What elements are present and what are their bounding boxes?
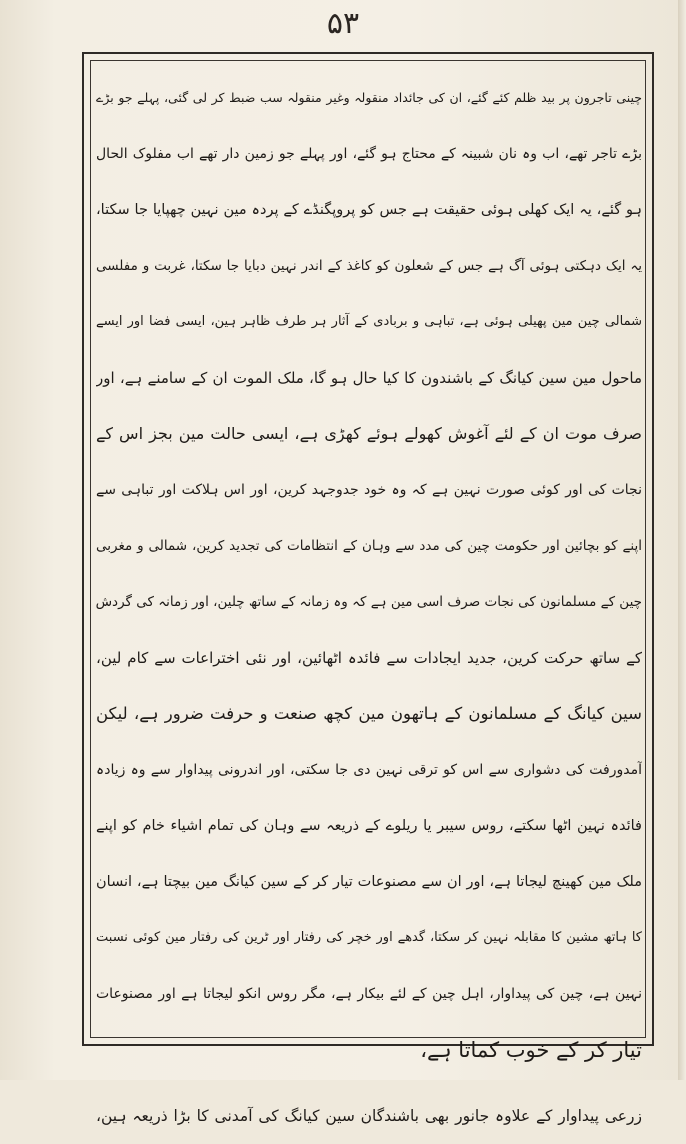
final-paragraph-line: زرعی پیداوار کے علاوہ جانور بھی باشندگان سین کیانگ کی آمدنی کا بڑا ذریعہ ہین، [96, 1107, 642, 1125]
text-line-2: بڑے تاجر تھے، اب وہ نان شبینہ کے محتاج ہو گئے، اور پہلے جو زمین دار تھے اب مفلوک الحال [96, 146, 642, 162]
text-line-13: آمدورفت کی دشواری سے اس کو ترقی نہین دی جا سکتی، اور اندرونی پیداوار سے وہ زیادہ [96, 762, 642, 778]
text-line-3: ہو گئے، یہ ایک کھلی ہوئی حقیقت ہے جس کو پروپگنڈے کے پردہ مین نہین چھپایا جا سکتا، [96, 202, 642, 218]
text-line-8: نجات کی اور کوئی صورت نہین ہے کہ وہ خود جدوجہد کرین، اور اس ہلاکت اور تباہی سے [96, 482, 642, 498]
text-line-14: فائدہ نہین اٹھا سکتے، روس سیبر یا ریلوے کے ذریعہ سے وہان کی تمام اشیاء خام کو اپنے [96, 818, 642, 834]
text-line-17: نہین ہے، چین کی پیداوار، اہل چین کے لئے بیکار ہے، مگر روس انکو لیجاتا ہے اور مصنوعات [96, 986, 642, 1002]
text-line-9: اپنے کو بچائین اور حکومت چین کی مدد سے وہان کے انتظامات کی تجدید کرین، شمالی و مغربی [96, 538, 642, 554]
text-line-6: ماحول مین سین کیانگ کے باشندون کا کیا حال ہو گا، ملک الموت ان کے سامنے ہے، اور [96, 369, 642, 387]
text-line-5: شمالی چین مین پھیلی ہوئی ہے، تباہی و بربادی کے آثار ہر طرف ظاہر ہین، ایسی فضا اور ایسے [96, 314, 642, 329]
text-line-10: چین کے مسلمانون کی نجات صرف اسی مین ہے کہ وہ زمانہ کے ساتھ چلین، اور زمانہ کی گردش [96, 594, 642, 610]
text-line-11: کے ساتھ حرکت کرین، جدید ایجادات سے فائدہ اٹھائین، اور نئی اختراعات سے کام لین، [96, 649, 642, 667]
text-line-12: سین کیانگ کے مسلمانون کے ہاتھون مین کچھ صنعت و حرفت ضرور ہے، لیکن [96, 704, 642, 723]
text-line-1: چینی تاجرون پر بید ظلم کئے گئے، ان کی جائداد منقولہ وغیر منقولہ سب ضبط کر لی گئی، پہلے جو بڑے [96, 90, 642, 105]
text-line-4: یہ ایک دہکتی ہوئی آگ ہے جس کے شعلون کو کاغذ کے اندر نہین دبایا جا سکتا، غربت و مفلسی [96, 258, 642, 274]
text-line-16: کا ہاتھ مشین کا مقابلہ نہین کر سکتا، گدھے اور خچر کی رفتار اور ٹرین کی رفتار مین کوئی نسبت [96, 930, 642, 945]
page-number: ۵۳ [326, 6, 360, 41]
text-line-18: تیار کر کے خوب کماتا ہے، [420, 1038, 642, 1062]
urdu-text-block [96, 70, 642, 1125]
text-line-7: صرف موت ان کے لئے آغوش کھولے ہوئے کھڑی ہے، ایسی حالت مین بجز اس کے [96, 424, 642, 443]
page-edge [678, 0, 686, 1080]
text-line-15: ملک مین کھینچ لیجاتا ہے، اور ان سے مصنوعات تیار کر کے سین کیانگ مین بیچتا ہے، انسان [96, 874, 642, 890]
